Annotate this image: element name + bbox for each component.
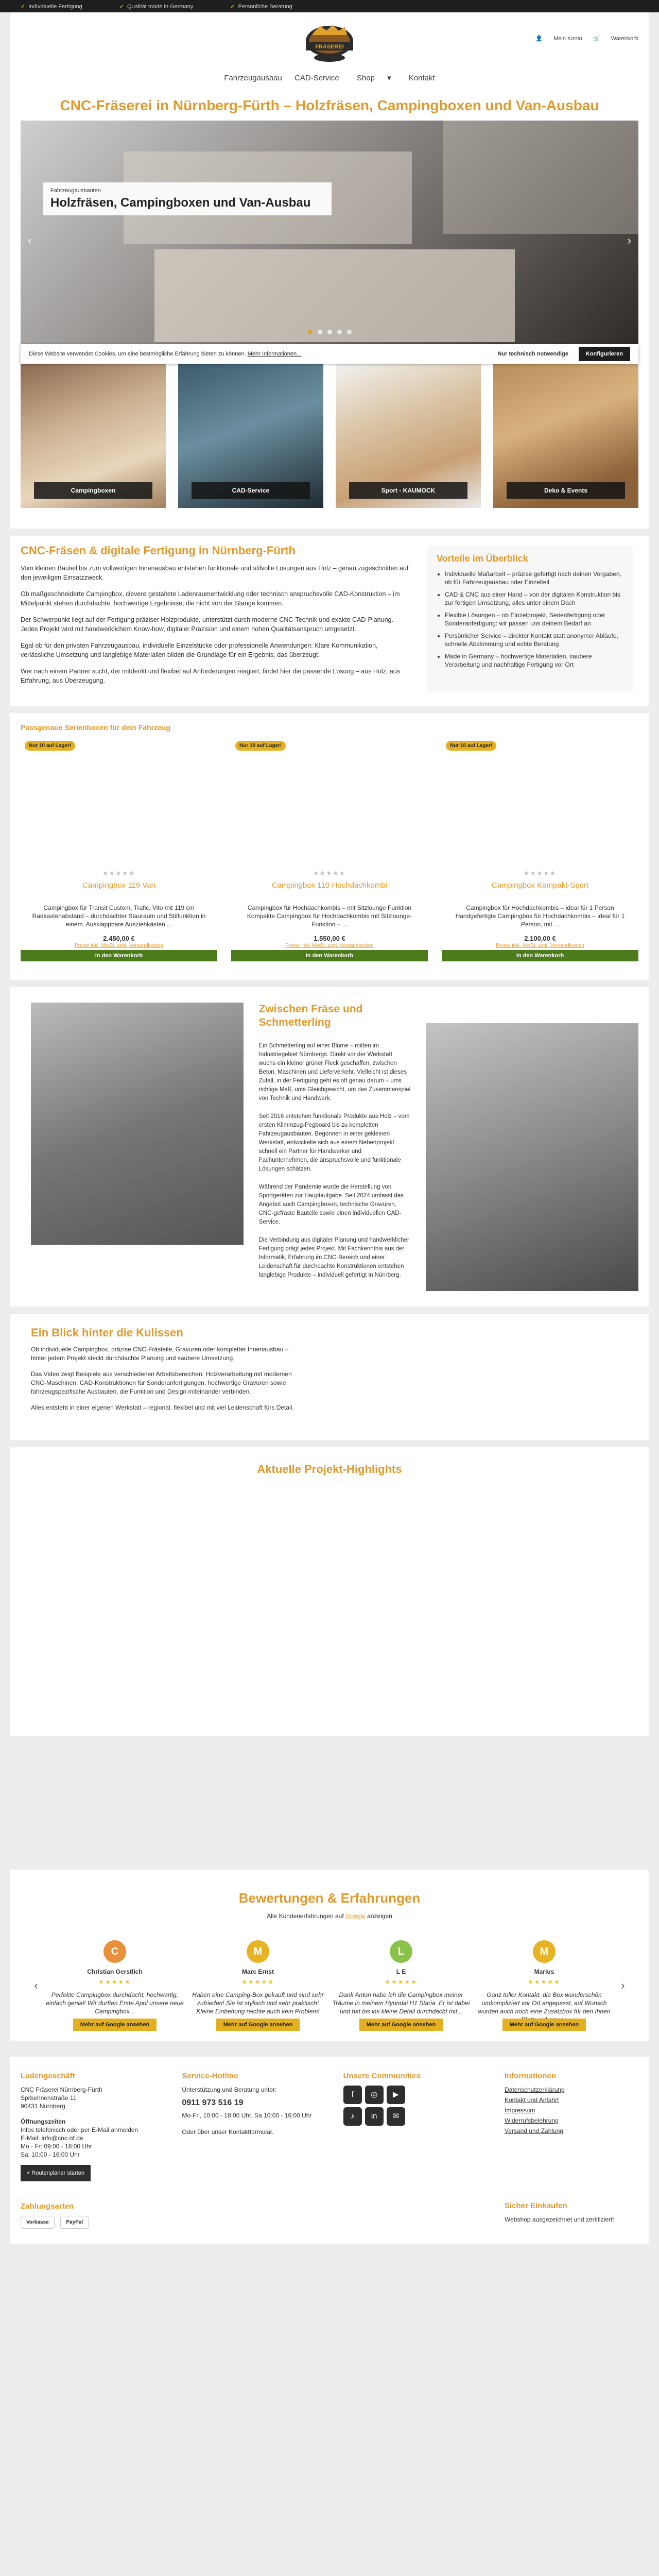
top-bar: ✓ Individuelle Fertigung ✓ Qualität made in Germany ✓ Persönliche Beratung <box>0 0 659 12</box>
secure-shopping: Sicher Einkaufen Webshop ausgezeichnet und zertifiziert! <box>505 2201 614 2223</box>
add-to-cart-button[interactable]: In den Warenkorb <box>231 950 428 961</box>
cookie-decline-button[interactable]: Nur technisch notwendige <box>497 351 568 357</box>
avatar: L <box>390 1940 412 1963</box>
google-link[interactable]: Google <box>345 1912 366 1920</box>
nav-item-kontakt[interactable]: Kontakt <box>408 74 435 82</box>
rating-stars: ★★★★★ <box>385 1978 418 1986</box>
payment-badge: Vorkasse <box>21 2216 55 2229</box>
review-card <box>475 1940 614 2031</box>
footer-link[interactable]: Datenschutzerklärung <box>504 2086 565 2093</box>
product-name[interactable]: Campingbox Kompakt-Sport <box>491 881 589 890</box>
chevron-down-icon: ▾ <box>387 74 391 82</box>
cookie-banner <box>21 344 638 364</box>
nav-item-cad[interactable]: CAD-Service <box>294 74 339 82</box>
reviewer-name: Christian Gerstlich <box>87 1968 143 1975</box>
slider-dots <box>21 328 638 336</box>
stock-badge: Nur 10 auf Lager! <box>25 741 75 751</box>
reviewer-name: L E <box>396 1968 406 1975</box>
chevron-left-icon[interactable]: ‹ <box>34 1979 38 1992</box>
facebook-icon[interactable]: f <box>343 2086 362 2104</box>
category-tiles <box>21 345 638 529</box>
behind-paragraph: Das Video zeigt Beispiele aus verschiedenen Arbeitsbereichen: Holzverarbeitung mit modernen CNC-Maschinen, CAD-Konstruktionen für Sonderanfertigungen, hochwertige Gravuren sowie fahrzeugspezifische Ausbauten, die Funktion und Design miteinander verbinden. <box>31 1370 292 1395</box>
site-header <box>10 12 649 89</box>
email-link[interactable]: E-Mail: info@cnc-nf.de <box>21 2134 83 2142</box>
logo-text: FRÄSEREI <box>315 44 344 50</box>
hero-section <box>10 121 649 529</box>
route-planner-button[interactable]: ⌖ Routenplaner starten <box>21 2165 91 2181</box>
story-paragraph: Die Verbindung aus digitaler Planung und handwerklicher Fertigung prägt jedes Projekt. Mit Fachkenntnis aus der Informatik, Erfahrung im CNC-Bereich und einer Leidenschaft für durchdachte Konstruktionen entstehen langlebige Produkte – individuell gefertigt in Nürnberg. <box>258 1237 409 1278</box>
benefit-item: • Flexible Lösungen – ob Einzelprojekt, Serienfertigung oder Sonderanfertigung: wir passen uns deinem Bedarf an <box>445 611 624 628</box>
products-section <box>10 713 649 980</box>
highlights-section <box>10 1447 649 1736</box>
page-title: CNC-Fräserei in Nürnberg-Fürth – Holzfräsen, Campingboxen und Van-Ausbau <box>10 89 649 121</box>
header-actions <box>526 35 638 42</box>
avatar: M <box>247 1940 269 1963</box>
products-title: Passgenaue Serienboxen für dein Fahrzeug <box>21 723 170 732</box>
product-price: 2.450,00 € <box>103 935 135 942</box>
price-note-link[interactable]: Preise inkl. MwSt. zzgl. Versandkosten <box>75 943 163 948</box>
footer-store: Ladengeschäft CNC Fräserei Nürnberg-Fürth Sprbehnenstraße 11 90431 Nürnberg Öffnungszeiten Infos telefonisch oder per E-Mail anmelden E-Mail: info@cnc-nf.de Mo - Fr: 09:00 - 18:00 Uhr Sa: 10:00 - 16:00 Uhr ⌖ Routenplaner starten <box>21 2072 154 2181</box>
intro-paragraph: Der Schwerpunkt liegt auf der Fertigung präziser Holzprodukte, unterstützt durch moderne CNC-Technik und exakte CAD-Planung. Jedes Projekt wird mit handwerklichem Know-how, digitaler Präzision und einem hohen Qualitätsanspruch umgesetzt. <box>21 616 393 633</box>
slide-title: Holzfräsen, Campingboxen und Van-Ausbau <box>50 196 311 210</box>
tile-deko[interactable]: Deko & Events <box>493 363 638 508</box>
intro-paragraph: Ob maßgeschneiderte Campingbox, clevere gestaltete Ladenraumentwicklung oder technisch anspruchsvolle CAD-Konstruktion – im Mittelpunkt stehen durchdachte, hochwertige Ergebnisse, die nicht von der Stange kommen. <box>21 590 400 607</box>
intro-section <box>10 536 649 706</box>
cart-link[interactable]: 🛒 Warenkorb <box>593 36 638 42</box>
intro-title: CNC-Fräsen & digitale Fertigung in Nürnberg-Fürth <box>21 544 296 557</box>
account-link[interactable]: 👤 Mein Konto <box>535 36 582 42</box>
product-description: Campingbox für Transit Custom, Trafic, Vito mit 119 cm Radkastenabstand – durchdachter Stauraum und Stilfunktion in einem. Ausklappbare Ausziehkästen ... <box>32 904 206 928</box>
avatar: M <box>533 1940 556 1963</box>
product-description: Campingbox für Hochdachkombis – mit Sitzlounge Funktion Kompakte Campingbox für Hochdachkombis mit Sitzlounge-Funktion – ... <box>247 904 412 928</box>
benefits-box <box>427 546 633 692</box>
add-to-cart-button[interactable]: In den Warenkorb <box>21 950 217 961</box>
nav-item-shop[interactable]: Shop ▾ <box>356 74 391 82</box>
review-text: Ganz toller Kontakt, die Box wunderschön umkompliziert vor Ort angepasst, auf Wunsch wurden auch noch eine Zusatzbox für den Ihnen <box>478 1991 611 2015</box>
review-text: Perfekte Campingbox durchdacht, hochwertig, einfach genial! Wir durften Erste April unsere neue Campingbox... <box>46 1991 184 2015</box>
phone-link[interactable]: 0911 973 516 19 <box>182 2098 244 2107</box>
reviewer-name: Marius <box>534 1968 554 1975</box>
behind-scenes-section <box>10 1314 649 1440</box>
google-more-button[interactable]: Mehr auf Google ansehen <box>359 2019 443 2031</box>
slider-next-icon[interactable]: › <box>627 234 631 247</box>
payment-badge: PayPal <box>60 2216 89 2229</box>
tile-sport[interactable]: Sport - KAUMOCK <box>336 363 481 508</box>
cookie-more-link[interactable]: Mehr Informationen... <box>247 351 302 357</box>
chevron-right-icon[interactable]: › <box>621 1979 625 1992</box>
benefits-title: Vorteile im Überblick <box>437 553 528 564</box>
price-note-link[interactable]: Preise inkl. MwSt. zzgl. Versandkosten <box>285 943 374 948</box>
intro-paragraph: Vom kleinen Bauteil bis zum vollwertigen Innenausbau entstehen funktionale und stilvolle Lösungen aus Holz – genau zugeschnitten auf den jeweiligen Einsatzzweck. <box>21 565 409 581</box>
story-section <box>10 987 649 1307</box>
hero-slider[interactable] <box>21 121 638 345</box>
rating-stars: ★★★★★ <box>524 870 557 877</box>
product-name[interactable]: Campingbox 119 Van <box>82 881 156 890</box>
highlights-gallery <box>31 1488 628 1710</box>
story-title: Zwischen Fräse und Schmetterling <box>258 1003 363 1028</box>
google-more-button[interactable]: Mehr auf Google ansehen <box>73 2019 157 2031</box>
product-price: 2.100,00 € <box>524 935 556 942</box>
tile-campingboxen[interactable]: Campingboxen <box>21 363 166 508</box>
site-footer <box>10 2057 649 2244</box>
rating-stars: ★★★★★ <box>313 870 346 877</box>
main-nav <box>10 73 649 82</box>
slider-dot[interactable] <box>318 330 322 334</box>
avatar: C <box>103 1940 126 1963</box>
product-card[interactable] <box>21 741 217 959</box>
highlights-title: Aktuelle Projekt-Highlights <box>257 1463 402 1476</box>
behind-title: Ein Blick hinter die Kulissen <box>31 1326 183 1339</box>
slider-dot[interactable] <box>347 330 352 334</box>
story-paragraph: Ein Schmetterling auf einer Blume – mitten im Industriegebiet Nürnbergs. Direkt vor der Werkstatt wuchs ein kleiner grüner Fleck geschaffen, zwischen Beton, Maschinen und Lieferverkehr. Vielleicht ist dieses Zufall, in der Fertigung geht es oft genau darum – ums richtige Maß, ums Gleichgewicht, um das Zusammenspiel von Technik und Handwerk. <box>258 1043 411 1101</box>
product-description: Campingbox für Hochdachkombis – ideal für 1 Person Handgefertigte Campingbox für Hochdachkombis – Ideal für 1 Person, mit ... <box>455 904 625 928</box>
benefit-item: • CAD & CNC aus einer Hand – von der digitalen Konstruktion bis zur fertigen Umsetzung, alles unter einem Dach <box>445 590 624 607</box>
behind-paragraph: Alles entsteht in einer eigenen Werkstatt – regional, flexibel und mit viel Leidenschaft fürs Detail. <box>31 1404 294 1411</box>
payment-methods: Zahlungsarten Vorkasse PayPal <box>21 2202 93 2229</box>
review-text: Dank Anton habe ich die Campingbox meiner Träume in meinem Hyundai H1 Staria. Er ist dabei und hat bis ins kleine Detail durchdacht mit... <box>332 1991 470 2015</box>
slider-dot[interactable] <box>327 330 332 334</box>
contact-form-link[interactable]: Oder über unser Kontaktformular. <box>182 2128 274 2136</box>
add-to-cart-button[interactable]: In den Warenkorb <box>442 950 638 961</box>
footer-link[interactable]: Impressum <box>504 2107 535 2114</box>
footer-link[interactable]: Versand und Zahlung <box>504 2127 564 2134</box>
benefit-item: • Persönlicher Service – direkter Kontakt statt anonymer Abläufe, schnelle Abstimmung und echte Beratung <box>445 632 624 648</box>
slider-prev-icon[interactable]: ‹ <box>28 234 32 247</box>
tile-cad-service[interactable]: CAD-Service <box>178 363 323 508</box>
instagram-icon[interactable]: ◎ <box>365 2086 384 2104</box>
behind-paragraph: Ob individuelle Campingbox, präzise CNC-Frästeile, Gravuren oder kompletter Innenausbau – hinter jedem Projekt steckt durchdachte Planung und saubere Umsetzung. <box>31 1346 289 1362</box>
story-image <box>31 1003 244 1245</box>
slide-kicker: Fahrzeugausbauten <box>50 188 101 194</box>
google-more-button[interactable]: Mehr auf Google ansehen <box>216 2019 300 2031</box>
footer-info: Informationen Datenschutzerklärung Kontakt und Anfahrt Impressum Widerrufsbelehrung Versand und Zahlung <box>505 2072 638 2181</box>
logo[interactable] <box>299 22 360 65</box>
cookie-text: Diese Website verwendet Cookies, um eine bestmögliche Erfahrung bieten zu können. <box>29 351 246 357</box>
reviews-title: Bewertungen & Erfahrungen <box>238 1890 421 1906</box>
rating-stars: ★★★★★ <box>241 1978 274 1986</box>
rating-stars: ★★★★★ <box>98 1978 131 1986</box>
topbar-item: Individuelle Fertigung <box>28 3 82 10</box>
reviews-section: Bewertungen & Erfahrungen Alle Kundenerfahrungen auf Google anzeigen ‹ C Christian Gerstlich ★★★★★ Perfekte Campingbox durchdacht, hochwertig, einfach genial! Wir durften Erste April unsere neue Campingbox... Mehr auf Google ansehen M Marc Ernst ★★★★★ Haben eine Camping-Box gekauft und sind sehr zufrieden! Sie ist stylisch und sehr praktisch! Kleine Einbettung reichte auch kein Problem! Mehr auf Google ansehen L L E ★★★★★ Dank Anton habe ich die Campingbox meiner Träume in meinem Hyundai H1 Staria. Er ist dabei und hat bis ins kleine Detail durchdacht mit... Mehr auf Google ansehen M Marius ★★★★★ Ganz toller Kontakt, die Box wunderschön umkompliziert vor Ort angepasst, auf Wunsch wurden auch noch eine Zusatzbox für den Ihnen Mehr auf Google ansehen › <box>10 1870 649 2041</box>
review-card <box>45 1940 184 2031</box>
intro-paragraph: Wer nach einem Partner sucht, der mitdenkt und flexibel auf Anforderungen reagiert, findet hier die passende Lösung – aus Holz, aus Erfahrung, aus Überzeugung. <box>21 668 401 684</box>
story-image <box>426 1023 638 1291</box>
footer-social: Unsere Communities f ◎ ▶ ♪ in ✉ <box>343 2072 477 2181</box>
youtube-icon[interactable]: ▶ <box>387 2086 405 2104</box>
review-card <box>188 1940 327 2031</box>
story-paragraph: Während der Pandemie wurde die Herstellung von Sportgeräten zur Hauptaufgabe. Seit 2024 umfasst das Angebot auch Campingboxen, technische Gravuren, CNC-gefräste Bauteile sowie einen individuellen CAD-Service. <box>258 1184 404 1225</box>
reviewer-name: Marc Ernst <box>241 1968 274 1975</box>
topbar-item: Qualität made in Germany <box>127 3 194 10</box>
product-name[interactable]: Campingbox 110 Hochdachkombi <box>271 881 388 890</box>
rating-stars: ★★★★★ <box>102 870 135 877</box>
slider-dot[interactable] <box>337 330 342 334</box>
intro-paragraph: Egal ob für den privaten Fahrzeugausbau, individuelle Einzelstücke oder professionelle Anwendungen: Klare Kommunikation, verlässliche Umsetzung und langlebige Materialien bilden die Grundlage für ein Ergebnis, das überzeugt. <box>21 642 378 658</box>
benefit-item: • Made in Germany – hochwertige Materialien, saubere Verarbeitung und nachhaltige Fertigung vor Ort <box>445 652 624 669</box>
mail-icon[interactable]: ✉ <box>387 2107 405 2126</box>
google-more-button[interactable]: Mehr auf Google ansehen <box>502 2019 586 2031</box>
footer-hotline: Service-Hotline Unterstützung und Beratung unter: 0911 973 516 19 Mo-Fr., 10:00 - 18:00 Uhr, Sa 10:00 - 16:00 Uhr Oder über unser Kontaktformular. <box>182 2072 316 2181</box>
footer-link[interactable]: Kontakt und Anfahrt <box>504 2096 559 2104</box>
product-card[interactable] <box>231 741 428 959</box>
linkedin-icon[interactable]: in <box>365 2107 384 2126</box>
product-price: 1.550,00 € <box>314 935 345 942</box>
benefit-item: • Individuelle Maßarbeit – präzise gefertigt nach deinen Vorgaben, ob für Fahrzeugausbau oder Einzelteil <box>445 570 624 586</box>
product-card[interactable] <box>442 741 638 959</box>
nav-item-fahrzeugausbau[interactable]: Fahrzeugausbau <box>224 74 282 82</box>
stock-badge: Nur 10 auf Lager! <box>235 741 286 751</box>
price-note-link[interactable]: Preise inkl. MwSt. zzgl. Versandkosten <box>496 943 584 948</box>
stock-badge: Nur 10 auf Lager! <box>446 741 496 751</box>
topbar-item: Persönliche Beratung <box>238 3 292 10</box>
cookie-configure-button[interactable]: Konfigurieren <box>579 347 630 361</box>
map-icon: ⌖ <box>27 2170 30 2176</box>
footer-link[interactable]: Widerrufsbelehrung <box>504 2117 559 2124</box>
slide-caption <box>43 182 332 215</box>
slider-dot[interactable] <box>308 330 313 334</box>
tiktok-icon[interactable]: ♪ <box>343 2107 362 2126</box>
rating-stars: ★★★★★ <box>528 1978 561 1986</box>
story-paragraph: Seit 2016 entstehen funktionale Produkte aus Holz – vom ersten Klimmzug-Pegboard bis zu kompletten Fahrzeugausbauten. Begonnen in einer gekleinen Werkstatt, entwickelte sich aus einem Nebenprojekt schnell ein Partner für Handwerker und Fachunternehmen, die anspruchsvolle und funktionale Lösungen schätzen. <box>258 1113 410 1172</box>
review-card <box>332 1940 471 2031</box>
review-text: Haben eine Camping-Box gekauft und sind sehr zufrieden! Sie ist stylisch und sehr praktisch! Kleine Einbettung reichte auch kein Problem! <box>192 1991 324 2015</box>
